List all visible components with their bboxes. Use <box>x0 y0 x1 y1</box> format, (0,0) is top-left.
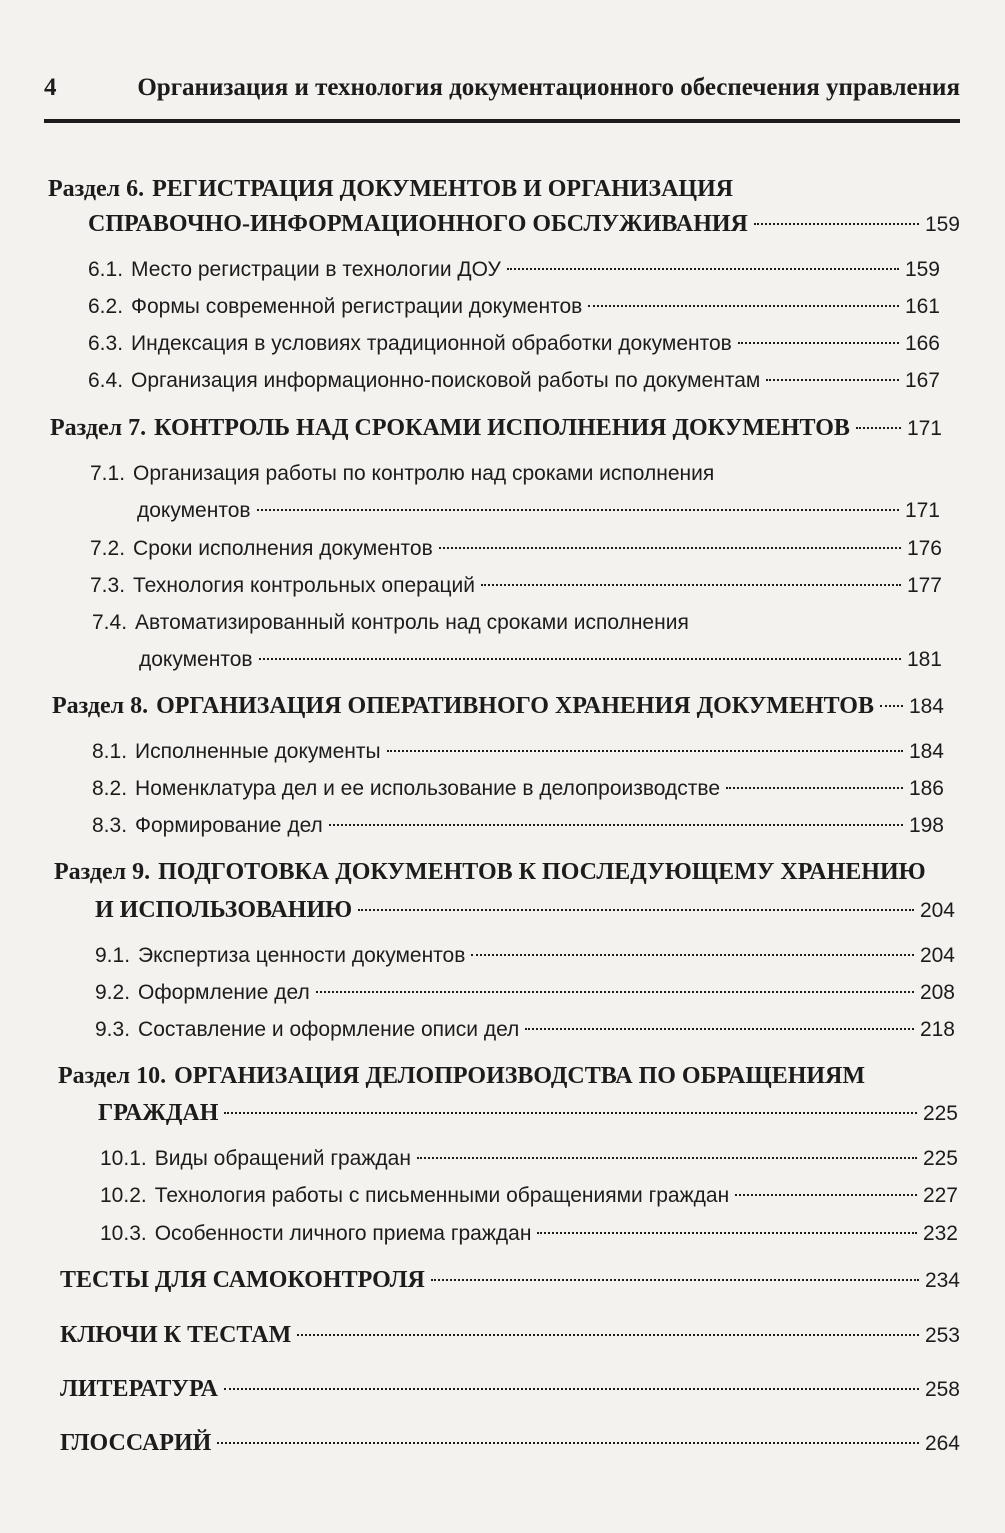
toc-section-10: Раздел 10. ОРГАНИЗАЦИЯ ДЕЛОПРОИЗВОДСТВА ПО ОБРАЩЕНИЯМ <box>58 1063 866 1089</box>
toc-section-10-cont[interactable]: ГРАЖДАН 225 <box>98 1100 958 1126</box>
book-title: Организация и технология документационного обеспечения управления <box>137 74 960 101</box>
toc-section-8[interactable]: Раздел 8. ОРГАНИЗАЦИЯ ОПЕРАТИВНОГО ХРАНЕНИЯ ДОКУМЕНТОВ 184 <box>52 693 944 719</box>
toc-item-9-2[interactable]: 9.2. Оформление дел 208 <box>95 981 955 1004</box>
toc-item-10-2[interactable]: 10.2. Технология работы с письменными обращениями граждан 227 <box>100 1184 958 1207</box>
toc-item-8-1[interactable]: 8.1. Исполненные документы 184 <box>92 740 944 763</box>
toc-section-7[interactable]: Раздел 7. КОНТРОЛЬ НАД СРОКАМИ ИСПОЛНЕНИЯ ДОКУМЕНТОВ 171 <box>50 415 942 441</box>
toc-item-6-4[interactable]: 6.4. Организация информационно-поисковой работы по документам 167 <box>88 369 940 392</box>
toc-item-7-3[interactable]: 7.3. Технология контрольных операций 177 <box>90 574 942 597</box>
toc-item-10-3[interactable]: 10.3. Особенности личного приема граждан 232 <box>100 1222 958 1245</box>
toc-tests[interactable]: ТЕСТЫ ДЛЯ САМОКОНТРОЛЯ 234 <box>60 1267 960 1293</box>
toc-section-9-cont[interactable]: И ИСПОЛЬЗОВАНИЮ 204 <box>95 897 955 923</box>
toc-item-6-1[interactable]: 6.1. Место регистрации в технологии ДОУ 159 <box>88 258 940 281</box>
page-number: 4 <box>44 74 57 101</box>
toc-item-8-2[interactable]: 8.2. Номенклатура дел и ее использование в делопроизводстве 186 <box>92 777 944 800</box>
toc-section-9: Раздел 9. ПОДГОТОВКА ДОКУМЕНТОВ К ПОСЛЕДУЮЩЕМУ ХРАНЕНИЮ <box>54 859 926 885</box>
toc-glossary[interactable]: ГЛОССАРИЙ 264 <box>60 1430 960 1456</box>
toc-item-9-3[interactable]: 9.3. Составление и оформление описи дел 218 <box>95 1018 955 1041</box>
toc-item-10-1[interactable]: 10.1. Виды обращений граждан 225 <box>100 1147 958 1170</box>
toc-item-7-4: 7.4. Автоматизированный контроль над сроками исполнения <box>92 611 689 634</box>
header-rule <box>44 119 960 123</box>
toc-item-8-3[interactable]: 8.3. Формирование дел 198 <box>92 814 944 837</box>
toc-item-6-3[interactable]: 6.3. Индексация в условиях традиционной обработки документов 166 <box>88 332 940 355</box>
running-head <box>44 68 960 108</box>
toc-section-6-cont[interactable]: СПРАВОЧНО-ИНФОРМАЦИОННОГО ОБСЛУЖИВАНИЯ 159 <box>88 211 960 237</box>
toc-item-6-2[interactable]: 6.2. Формы современной регистрации документов 161 <box>88 295 940 318</box>
toc-item-7-2[interactable]: 7.2. Сроки исполнения документов 176 <box>90 537 942 560</box>
toc-literature[interactable]: ЛИТЕРАТУРА 258 <box>60 1376 960 1402</box>
toc-item-7-1: 7.1. Организация работы по контролю над сроками исполнения <box>90 462 715 485</box>
toc-section-6: Раздел 6. РЕГИСТРАЦИЯ ДОКУМЕНТОВ И ОРГАНИЗАЦИЯ <box>48 176 734 202</box>
toc-item-7-1-cont[interactable]: документов 171 <box>137 499 940 522</box>
toc-item-7-4-cont[interactable]: документов 181 <box>139 648 942 671</box>
toc-answer-keys[interactable]: КЛЮЧИ К ТЕСТАМ 253 <box>60 1322 960 1348</box>
toc-item-9-1[interactable]: 9.1. Экспертиза ценности документов 204 <box>95 944 955 967</box>
